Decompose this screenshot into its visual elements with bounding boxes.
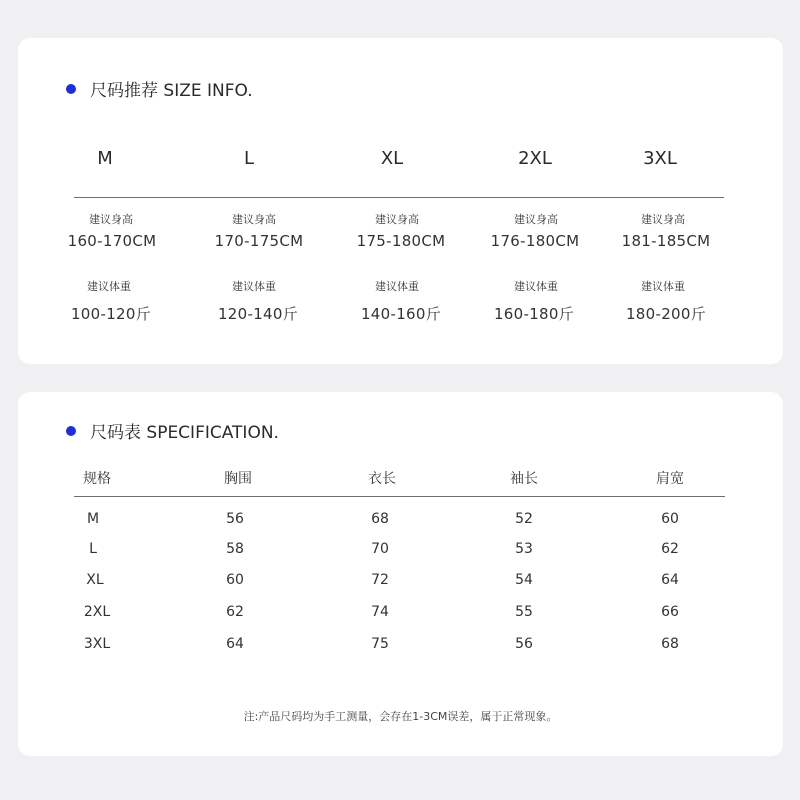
cell-size: 2XL [83,604,111,620]
height-value-m: 160-170CM [67,232,157,250]
cell-chest: 60 [226,572,244,588]
specification-card [18,392,783,756]
size-info-title-text: 尺码推荐 SIZE INFO. [90,81,253,101]
cell-shoulder: 68 [661,636,679,652]
header-sleeve: 袖长 [510,471,538,487]
cell-size: M [86,511,100,527]
size-label-xl: XL [380,148,404,169]
cell-chest: 62 [226,604,244,620]
height-label: 建议身高 [641,213,685,226]
weight-value-3xl: 180-200斤 [625,305,707,323]
height-label: 建议身高 [89,213,133,226]
bullet-dot-icon [66,426,76,436]
weight-label: 建议体重 [87,280,131,293]
size-info-divider [74,197,724,198]
cell-length: 75 [371,636,389,652]
header-length: 衣长 [368,471,396,487]
size-info-card [18,38,783,364]
cell-length: 68 [371,511,389,527]
bullet-dot-icon [66,84,76,94]
height-label: 建议身高 [232,213,276,226]
size-label-m: M [97,148,113,169]
weight-value-m: 100-120斤 [70,305,152,323]
weight-label: 建议体重 [232,280,276,293]
cell-sleeve: 54 [515,572,533,588]
header-shoulder: 肩宽 [656,471,684,487]
measurement-note: 注:产品尺码均为手工测量，会存在1-3CM误差，属于正常现象。 [243,710,558,723]
height-value-3xl: 181-185CM [621,232,711,250]
weight-label: 建议体重 [641,280,685,293]
size-label-2xl: 2XL [518,148,552,169]
size-label-3xl: 3XL [643,148,677,169]
height-value-xl: 175-180CM [356,232,446,250]
size-info-title [66,76,253,101]
cell-shoulder: 60 [661,511,679,527]
weight-label: 建议体重 [375,280,419,293]
cell-length: 72 [371,572,389,588]
weight-value-l: 120-140斤 [217,305,299,323]
cell-sleeve: 53 [515,541,533,557]
header-chest: 胸围 [224,471,252,487]
height-label: 建议身高 [375,213,419,226]
cell-sleeve: 52 [515,511,533,527]
height-value-2xl: 176-180CM [490,232,580,250]
cell-shoulder: 64 [661,572,679,588]
cell-chest: 64 [226,636,244,652]
cell-sleeve: 55 [515,604,533,620]
weight-value-2xl: 160-180斤 [493,305,575,323]
size-label-l: L [243,148,255,169]
cell-shoulder: 62 [661,541,679,557]
height-label: 建议身高 [514,213,558,226]
cell-size: XL [86,572,104,588]
specification-title-text: 尺码表 SPECIFICATION. [90,423,279,443]
cell-sleeve: 56 [515,636,533,652]
specification-divider [74,496,725,497]
cell-shoulder: 66 [661,604,679,620]
weight-label: 建议体重 [514,280,558,293]
cell-chest: 58 [226,541,244,557]
cell-chest: 56 [226,511,244,527]
cell-size: 3XL [83,636,111,652]
cell-length: 74 [371,604,389,620]
cell-length: 70 [371,541,389,557]
cell-size: L [89,541,97,557]
weight-value-xl: 140-160斤 [360,305,442,323]
specification-title [66,418,279,443]
height-value-l: 170-175CM [214,232,304,250]
header-size: 规格 [83,471,111,487]
